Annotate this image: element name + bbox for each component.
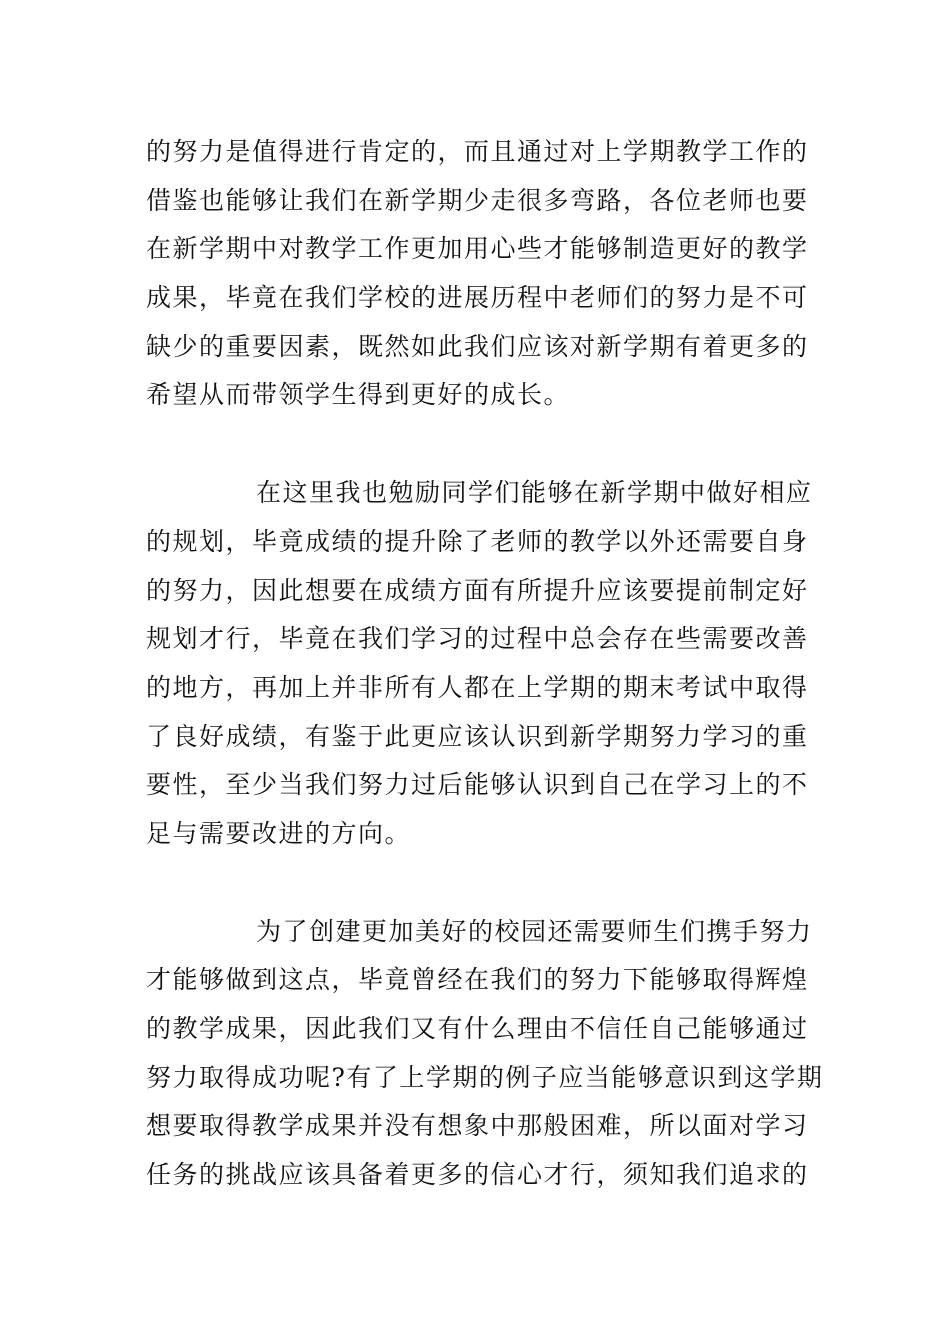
text-line: 足与需要改进的方向。 [146, 818, 412, 848]
document-body [146, 128, 824, 1200]
paragraph-3 [146, 908, 824, 1200]
text-line: 努力取得成功呢?有了上学期的例子应当能够意识到这学期 [146, 1062, 824, 1092]
text-line: 想要取得教学成果并没有想象中那般困难，所以面对学习 [146, 1111, 809, 1141]
text-line: 成果，毕竟在我们学校的进展历程中老师们的努力是不可 [146, 283, 809, 313]
text-line: 要性，至少当我们努力过后能够认识到自己在学习上的不 [146, 770, 809, 800]
text-line: 规划才行，毕竟在我们学习的过程中总会存在些需要改善 [146, 624, 809, 654]
paragraph-1 [146, 128, 808, 420]
paragraph-2 [146, 469, 813, 859]
paragraph-gap [146, 859, 808, 908]
text-line: 希望从而带领学生得到更好的成长。 [146, 380, 571, 410]
text-line: 的努力，因此想要在成绩方面有所提升应该要提前制定好 [146, 575, 809, 605]
text-line: 借鉴也能够让我们在新学期少走很多弯路，各位老师也要 [146, 185, 809, 215]
text-line: 的努力是值得进行肯定的，而且通过对上学期教学工作的 [146, 137, 809, 166]
text-line: 为了创建更加美好的校园还需要师生们携手努力 [256, 916, 813, 946]
text-line: 才能够做到这点，毕竟曾经在我们的努力下能够取得辉煌 [146, 965, 809, 995]
paragraph-gap [146, 420, 808, 469]
text-line: 的规划，毕竟成绩的提升除了老师的教学以外还需要自身 [146, 526, 809, 556]
text-line: 的教学成果，因此我们又有什么理由不信任自己能够通过 [146, 1014, 809, 1043]
text-line: 了良好成绩，有鉴于此更应该认识到新学期努力学习的重 [146, 721, 809, 751]
text-line: 任务的挑战应该具备着更多的信心才行，须知我们追求的 [146, 1160, 809, 1190]
text-line: 缺少的重要因素，既然如此我们应该对新学期有着更多的 [146, 331, 809, 361]
text-line: 的地方，再加上并非所有人都在上学期的期末考试中取得 [146, 672, 809, 702]
text-line: 在这里我也勉励同学们能够在新学期中做好相应 [256, 478, 813, 508]
text-line: 在新学期中对教学工作更加用心些才能够制造更好的教学 [146, 234, 809, 264]
